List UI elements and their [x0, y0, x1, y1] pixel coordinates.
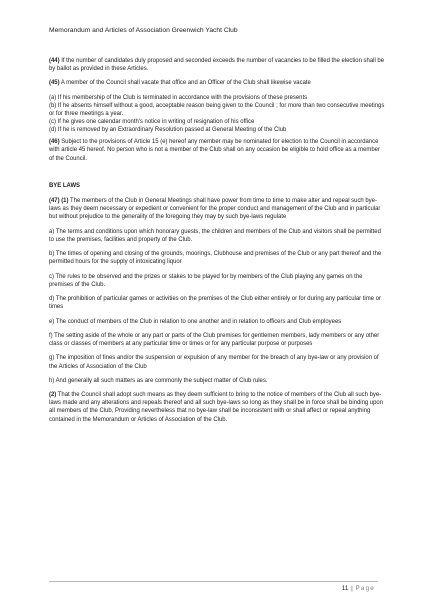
- bye-law-item-d: d) The prohibition of particular games or activities on the premises of the Club either entirely or for during any particular time or times: [49, 296, 381, 311]
- bye-law-item-c: c) The rules to be observed and the prizes or stakes to be played for by members of the Club playing any games on the premises of the Club.: [49, 273, 363, 288]
- footer-separator: |: [351, 585, 353, 592]
- article-44: [49, 57, 385, 73]
- article-text: That the Council shall adopt such means as they deem sufficient to bring to the notice of members of the Club all such bye-laws made and any alterations and repeals thereof and all such bye-laws so long as they shall be in force shall be binding upon all members of the Club, Providing nevertheless that no bye-law shall be inconsistent with or shall affect or repeal anything contained in the Memorandum or Articles of Association of the Club.: [49, 392, 384, 423]
- page-footer: [342, 585, 375, 593]
- article-text: Subject to the provisions of Article 15 (e) hereof any member may be nominated for election to the Council in accordance with article 45 hereof. No person who is not a member of the Club shall on any occasion be eligible to hold office as a member of the Council.: [49, 139, 380, 162]
- article-text: A member of the Council shall vacate that office and an Officer of the Club shall likewise vacate: [59, 80, 311, 87]
- footer-divider: [49, 581, 378, 582]
- section-heading-bye-laws: BYE LAWS: [49, 182, 81, 189]
- article-number: (47) (1): [49, 198, 69, 205]
- article-45-item-a: (a) If his membership of the Club is terminated in accordance with the provisions of these presents: [49, 94, 308, 101]
- bye-law-item-e: e) The conduct of members of the Club in relation to one another and in relation to officers and Club employees: [49, 318, 342, 325]
- article-45-item-b: (b) If he absents himself without a good, acceptable reason being given to the Council ; for more than two consecutive meetings or for three meetings a year.: [49, 102, 385, 118]
- page-header: Memorandum and Articles of Association Greenwich Yacht Club: [49, 27, 238, 34]
- article-number: (2): [49, 392, 57, 399]
- bye-law-item-h: h) And generally all such matters as are commonly the subject matter of Club rules.: [49, 377, 268, 384]
- article-47-2: [49, 391, 385, 423]
- article-45: [49, 79, 385, 87]
- bye-law-item-a: a) The terms and conditions upon which honorary guests, the children and members of the Club and visitors shall be permitted to use the premises, facilities and property of the Club.: [49, 228, 381, 243]
- article-text: The members of the Club in General Meetings shall have power from time to time to make alter and repeal such bye-laws as they deem necessary or expedient or convenient for the proper conduct and management of the Club and in particular but without prejudice to the generality of the foregoing they may by such bye-laws regulate: [49, 198, 381, 221]
- article-number: (44): [49, 58, 60, 64]
- bye-law-item-g: g) The imposition of fines and/or the suspension or expulsion of any member for the breach of any bye-law or any provision of the Articles of Association of the Club: [49, 355, 379, 370]
- article-number: (45): [49, 80, 60, 87]
- page-label: Page: [355, 585, 375, 592]
- article-number: (46): [49, 139, 60, 146]
- article-45-item-d: (d) If he is removed by an Extraordinary Resolution passed at General Meeting of the Club: [49, 127, 287, 134]
- article-text: If the number of candidates duly proposed and seconded exceeds the number of vacancies to be filled the election shall be by ballot as provided in these Articles.: [49, 58, 385, 73]
- article-47-1: [49, 197, 385, 221]
- document-body: [49, 57, 385, 430]
- bye-law-item-f: f) The setting aside of the whole or any part or parts of the Club premises for gentlemen members, lady members or any other class or classes of members at any particular time or times or for any particular purpose or purposes: [49, 332, 380, 348]
- article-46: [49, 138, 385, 162]
- bye-law-item-b: b) The times of opening and closing of the grounds, moorings, Clubhouse and premises of the Club or any part thereof and the permitted hours for the supply of intoxicating liquor: [49, 251, 382, 266]
- article-45-item-c: (c) If he gives one calendar month's notice in writing of resignation of his office: [49, 119, 255, 126]
- page-number: 11: [341, 585, 349, 592]
